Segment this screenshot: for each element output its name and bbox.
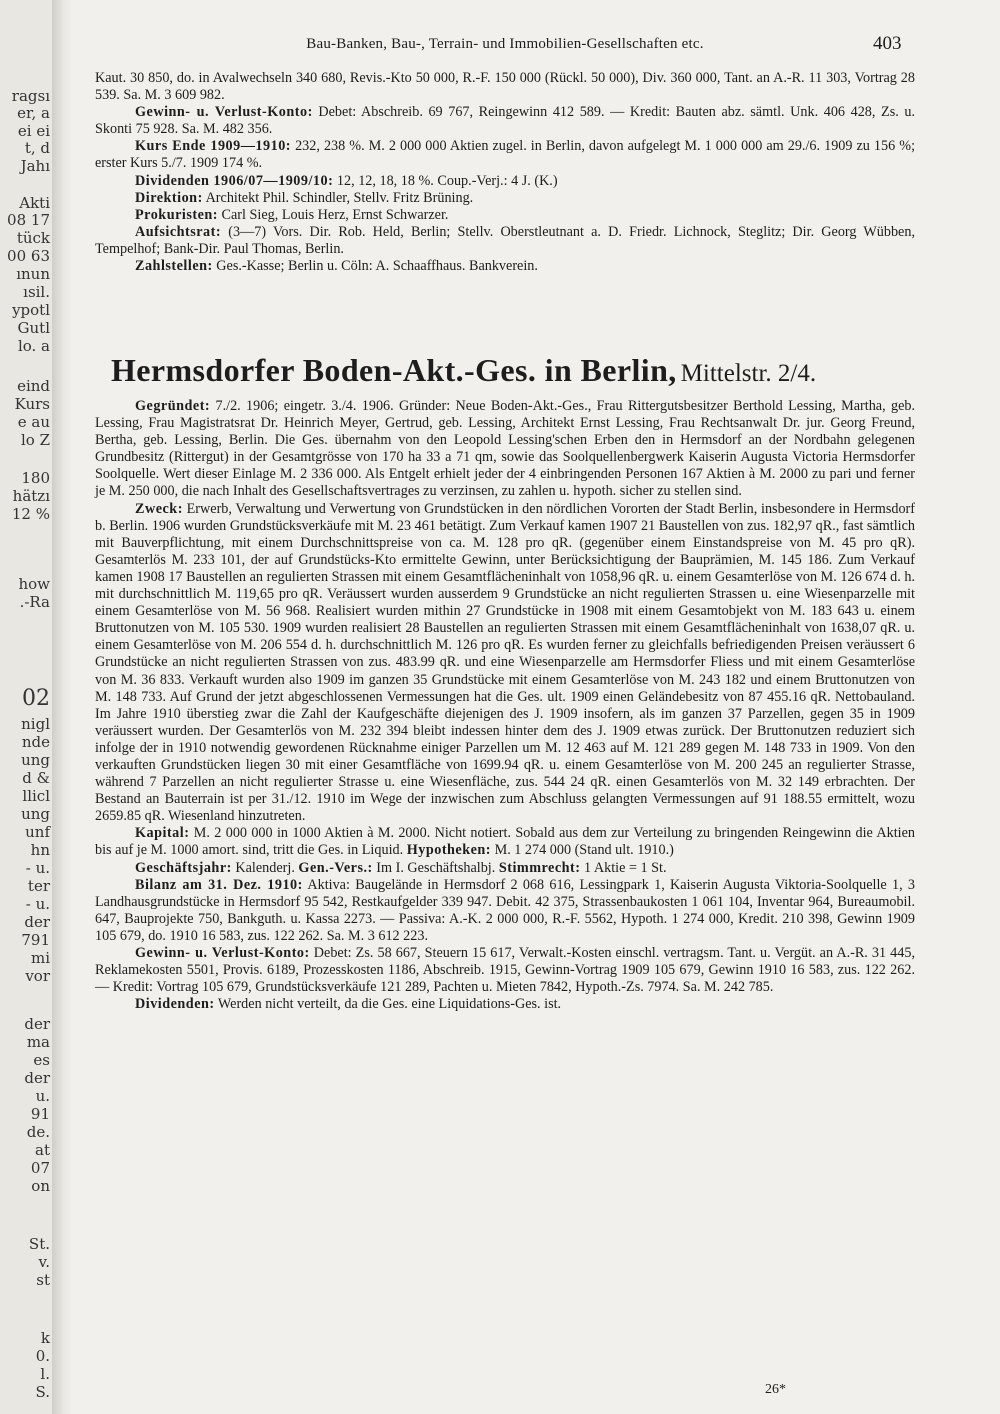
direction-section: Direktion: Architekt Phil. Schindler, Stellv. Fritz Brüning. xyxy=(135,189,474,206)
margin-fragment: vor xyxy=(25,967,50,985)
margin-fragment: 00 63 xyxy=(7,247,50,265)
margin-fragment: ragsı xyxy=(11,87,50,105)
procurists-section: Prokuristen: Carl Sieg, Louis Herz, Ernst Schwarzer. xyxy=(135,206,449,223)
fiscal-section: Geschäftsjahr: Kalenderj. Gen.-Vers.: Im I. Geschäftshalbj. Stimmrecht: 1 Aktie = 1 St. xyxy=(135,859,667,876)
margin-fragment: k xyxy=(40,1329,50,1347)
margin-fragment: ma xyxy=(26,1033,50,1051)
company-name: Hermsdorfer Boden-Akt.-Ges. in Berlin, xyxy=(111,352,677,388)
margin-fragment: lo Z xyxy=(20,431,50,449)
adjacent-page-strip xyxy=(0,0,53,1414)
margin-fragment: - u. xyxy=(25,895,50,913)
margin-fragment: ypotl xyxy=(12,301,50,319)
margin-fragment: unf xyxy=(25,823,50,841)
margin-fragment: 91 xyxy=(30,1105,50,1123)
margin-fragment: u. xyxy=(35,1087,50,1105)
profit-loss-section: Gewinn- u. Verlust-Konto: Debet: Zs. 58 667, Steuern 15 617, Verwalt.-Kosten einschl. vertragsm. Tant. u. Vergüt. an A.-R. 31 445, Reklamekosten 5501, Provis. 6189, Prozesskosten 1186, Abschreib. 1915, Gewinn-Vortrag 1909 105 679, Gewinn 1910 16 583, zus. 122 262. — Kredit: Vortrag 105 679, Grundstücksverkäufe 121 289, Pachten u. Mieten 7842, Hypoth.-Zs. 7974. Sa. M. 242 785. xyxy=(95,945,915,996)
margin-fragment: t, d xyxy=(24,139,50,157)
sheet-signature: 26* xyxy=(765,1382,786,1397)
previous-entry xyxy=(95,70,915,275)
founded-section: Gegründet: 7./2. 1906; eingetr. 3./4. 1906. Gründer: Neue Boden-Akt.-Ges., Frau Rittergutsbesitzer Berthold Lessing, Martha, geb. Lessing, Frau Magistratsrat Dr. Heinrich Meyer, Gertrud, geb. Lessing, Architekt Ernst Lessing, Frau Rechtsanwalt Dr. jur. Georg Freund, Bertha, geb. Lessing, Berlin. Die Ges. übernahm von den Leopold Lessing'schen Erben den in Hermsdorf an der Nordbahn gelegenen Grundbesitz (Rittergut) in der Gesamtgrösse von 170 ha 33 a 71 qm, sowie das Soolquellenbergwerk Kaiserin Augusta Victoria Hermsdorfer Soolquelle. Wert dieser Einlage M. 2 336 000. Als Entgelt erhielt jeder der 4 einbringenden Personen 167 Aktien à M. 2000 zu pari und ferner je M. 250 000, die nach Inhalt des Gesellschaftsvertrages zu verzinsen, zu zahlen u. hypoth. sicher zu stellen sind. xyxy=(95,398,916,500)
margin-fragment: eind xyxy=(17,377,50,395)
margin-fragment: .-Ra xyxy=(19,593,50,611)
profit-loss-section: Gewinn- u. Verlust-Konto: Debet: Abschreib. 69 767, Reingewinn 412 589. — Kredit: Bauten abz. sämtl. Unk. 406 428, Zs. u. Skonti 75 928. Sa. M. 482 356. xyxy=(95,104,915,138)
supervisory-board-section: Aufsichtsrat: (3—7) Vors. Dir. Rob. Held, Berlin; Stellv. Oberstleutnant a. D. Friedr. Lichnock, Steglitz; Dir. Georg Wübben, Tempelhof; Bank-Dir. Paul Thomas, Berlin. xyxy=(95,223,915,257)
page-number: 403 xyxy=(873,33,902,54)
document-page xyxy=(85,0,915,1414)
margin-fragment: St. xyxy=(28,1235,50,1253)
dividends-section: Dividenden 1906/07—1909/10: 12, 12, 18, 18 %. Coup.-Verj.: 4 J. (K.) xyxy=(135,172,558,189)
capital-section: Kapital: M. 2 000 000 in 1000 Aktien à M. 2000. Nicht notiert. Sobald aus dem zur Verteilung zu bringenden Reingewinn die Aktien bis auf je M. 1000 amort. sind, tritt die Ges. in Liquid. Hypotheken: M. 1 274 000 (Stand ult. 1910.) xyxy=(95,825,916,859)
margin-fragment: ung xyxy=(21,805,50,823)
margin-fragment: der xyxy=(24,913,50,931)
margin-fragment: Jahı xyxy=(20,157,50,175)
margin-fragment: 791 xyxy=(21,931,50,949)
margin-fragment: - u. xyxy=(25,859,50,877)
margin-fragment: 08 17 xyxy=(7,211,50,229)
margin-fragment: d & xyxy=(22,769,50,787)
running-head: Bau-Banken, Bau-, Terrain- und Immobilien-Gesellschaften etc. xyxy=(306,36,704,52)
margin-fragment: mi xyxy=(30,949,50,967)
dividends-section: Dividenden: Werden nicht verteilt, da die Ges. eine Liquidations-Ges. ist. xyxy=(135,996,562,1013)
margin-fragment: l. xyxy=(40,1365,50,1383)
margin-fragment: 0. xyxy=(35,1347,50,1365)
margin-fragment: hätzı xyxy=(12,487,50,505)
margin-fragment: nigl xyxy=(21,715,50,733)
margin-fragment: ung xyxy=(21,751,50,769)
stock-price-section: Kurs Ende 1909—1910: 232, 238 %. M. 2 000 000 Aktien zugel. in Berlin, davon aufgelegt M. 1 000 000 am 29./6. 1909 zu 156 %; erster Kurs 5./7. 1909 174 %. xyxy=(95,138,916,172)
company-address: Mittelstr. 2/4. xyxy=(680,360,817,387)
margin-fragment: de. xyxy=(26,1123,50,1141)
margin-fragment: at xyxy=(35,1141,50,1159)
purpose-section: Zweck: Erwerb, Verwaltung und Verwertung von Grundstücken in den nördlichen Vororten der Stadt Berlin, insbesondere in Hermsdorf b. Berlin. 1906 wurden Grundstücksverkäufe mit M. 23 461 betätigt. Zum Verkauf kamen 1907 21 Baustellen von zus. 182,97 qR., fast sämtlich mit Bauverpflichtung, mit einem Durchschnittspreise von ca. M. 128 pro qR. (gegenüber einem Einstandspreise von M. 45 pro qR). Gesamterlös M. 233 101, der auf Grundstücks-Kto ermittelte Gewinn, unter Berücksichtigung der Bauprämien, M. 145 186. Zum Verkauf kamen 1908 17 Baustellen an regulierten Strassen mit einem Gesamtflächeninhalt von 1058,96 qR. u. einem Gesamterlöse von M. 126 674 d. h. mit durchschnittlich M. 119,65 pro qR. Veräussert wurden ausserdem 9 Grundstücke an nicht regulierten Strassen u. eine Wiesenparzelle mit einem Gesamterlöse von M. 56 968. Realisiert wurden mithin 27 Grundstücke in 1908 mit einem Gesamtobjekt von M. 183 643 u. einem Bruttonutzen von M. 105 530. 1909 wurden realisiert 28 Baustellen an regulierten Strassen mit einem Gesamtflächeninhalt von 1638,07 qR. u. einem Gesamterlöse von M. 206 554 d. h. durchschnittlich M. 126 pro qR. Es wurden ferner zu gleichfalls befriedigenden Preisen veräussert 6 Grundstücke an nicht regulierten Strassen von zus. 483.99 qR. und eine Wiesenparzelle am Hermsdorfer Fliess und mit einem Gesamterlöse von M. 36 833. Verkauft wurden also 1909 im ganzen 35 Grundstücke mit einem Gesamterlöse von M. 243 182 und einem Bruttonutzen von M. 148 733. Auf Grund der jetzt abgeschlossenen Vermessungen hat die Ges. ult. 1909 einen Geländebesitz von 87 455.16 qR. Nettobauland. Im Jahre 1910 überstieg zwar die Zahl der Kaufgeschäfte diejenigen des J. 1909 insofern, als im ganzen 37 Parzellen, gegen 35 in 1909 veräussert wurden. Der Gesamterlös von M. 232 394 bleibt indessen hinter dem des J. 1909 etwas zurück. Der Bruttonutzen reduziert sich infolge der in 1910 notwendig gewordenen Rücknahme einiger Parzellen um M. 12 463 auf M. 121 289 gegen M. 148 733 in 1909. Von den verkauften Grundstücken liegen 30 mit einer Gesamtfläche von 1699.94 qR. u. einem Gesamterlöse von M. 200 245 an regulierter Strasse, während 7 Parzellen an nicht regulierter Strasse u. eine Wiesenfläche, zus. 544 24 qR. einen Gesamterlös von M. 32 149 erbrachten. Der Bestand an Bauterrain ist per 31./12. 1910 im Wege der inzwischen zum Abschluss gelangten Vermessungen auf 91 188.55 ermittelt, wozu 2659.85 qR. Wiesenland hinzutreten. xyxy=(95,500,916,825)
margin-fragment: ter xyxy=(27,877,50,895)
margin-fragment: es xyxy=(33,1051,50,1069)
margin-fragment: e au xyxy=(17,413,50,431)
margin-fragment: v. xyxy=(38,1253,50,1271)
margin-fragment: st xyxy=(36,1271,50,1289)
margin-fragment: er, a xyxy=(17,104,50,122)
balance-continuation: Kaut. 30 850, do. in Avalwechseln 340 680, Revis.-Kto 50 000, R.-F. 150 000 (Rückl. 50 000), Div. 360 000, Tant. an A.-R. 11 303, Vortrag 28 539. Sa. M. 3 609 982. xyxy=(95,70,915,104)
entry-title xyxy=(111,352,911,389)
entry-body xyxy=(95,398,915,1013)
margin-fragment: ei ei xyxy=(17,122,50,140)
margin-fragment: llicl xyxy=(22,787,50,805)
margin-fragment: tück xyxy=(16,229,50,247)
margin-fragment: der xyxy=(24,1069,50,1087)
paying-agents-section: Zahlstellen: Ges.-Kasse; Berlin u. Cöln: A. Schaaffhaus. Bankverein. xyxy=(135,258,538,275)
margin-fragment: S. xyxy=(35,1383,50,1401)
margin-fragment: 02 xyxy=(22,686,50,711)
margin-fragment: 07 xyxy=(30,1159,50,1177)
page-gutter xyxy=(52,0,72,1414)
margin-fragment: 180 xyxy=(21,469,50,487)
margin-fragment: ınun xyxy=(16,265,50,283)
margin-fragment: on xyxy=(31,1177,50,1195)
margin-fragment: ısil. xyxy=(23,283,50,301)
margin-fragment: der xyxy=(24,1015,50,1033)
margin-fragment: how xyxy=(18,575,50,593)
margin-fragment: Akti xyxy=(19,194,50,212)
margin-fragment: Kurs xyxy=(14,395,50,413)
margin-fragment: Gutl xyxy=(17,319,50,337)
balance-section: Bilanz am 31. Dez. 1910: Aktiva: Baugelände in Hermsdorf 2 068 616, Lessingpark 1, Kaiserin Augusta Viktoria-Soolquelle 1, 3 Landhausgrundstücke in Hermsdorf 95 542, Restkaufgelder 339 947. Debit. 42 375, Strassenbaukosten 1 061 104, Inventar 964, Bureaumobil. 647, Bauprojekte 750, Bankguth. u. Kassa 2273. — Passiva: A.-K. 2 000 000, R.-F. 5562, Hypoth. 1 274 000, Kredit. 210 398, Gewinn 1909 105 679, do. 1910 16 583, zus. 122 262. Sa. M. 3 612 223. xyxy=(95,876,916,944)
margin-fragment: hn xyxy=(30,841,50,859)
margin-fragment: 12 % xyxy=(11,505,50,523)
margin-fragment: nde xyxy=(21,733,50,751)
margin-fragment: lo. a xyxy=(17,337,50,355)
